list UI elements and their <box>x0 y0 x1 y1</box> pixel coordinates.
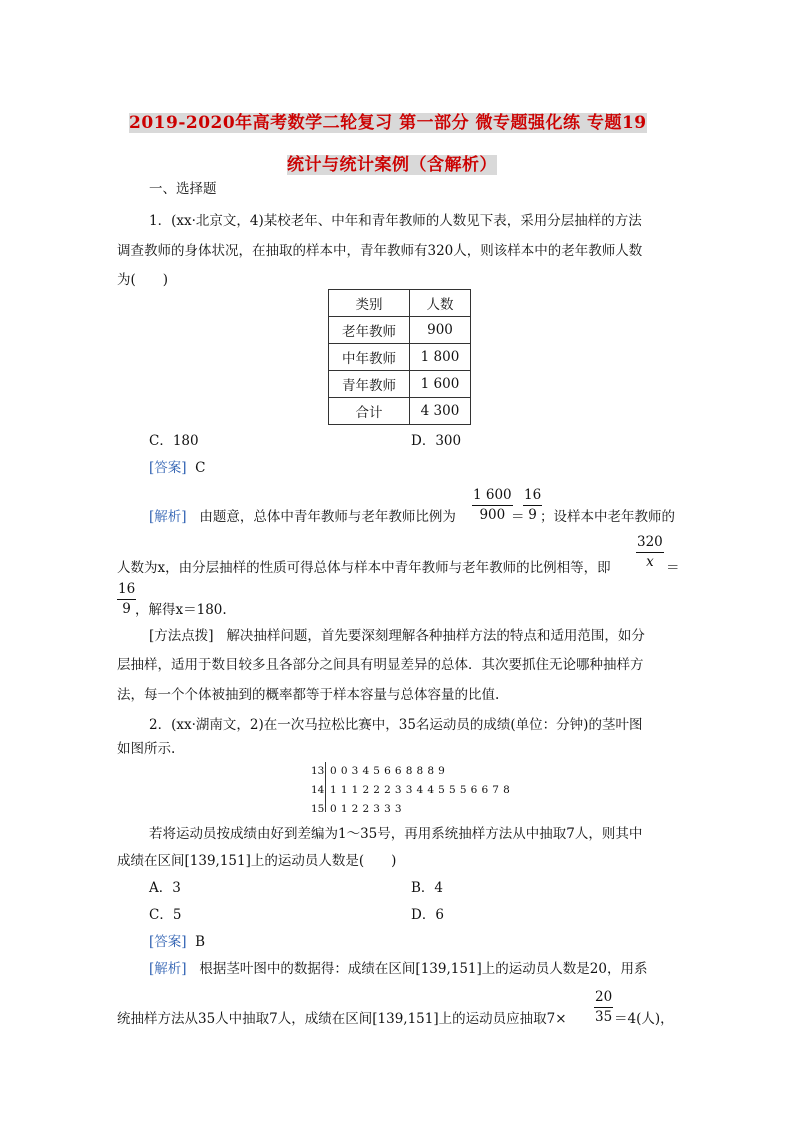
table-header-cell: 类别 <box>329 290 410 317</box>
doc-title-line1: 2019-2020年高考数学二轮复习 第一部分 微专题强化练 专题19 <box>129 113 647 133</box>
table-cell: 900 <box>410 317 471 344</box>
q2-option-c: C．5 <box>149 907 182 923</box>
fraction-numerator: 16 <box>524 487 542 503</box>
fraction-numerator: 1 600 <box>473 487 512 503</box>
q1-option-c: C．180 <box>149 433 199 449</box>
fraction-1600-900 <box>472 489 513 522</box>
q2-stem-line2: 如图所示. <box>117 741 176 757</box>
q2-analysis-line1 <box>149 963 647 977</box>
q1-option-d: D．300 <box>411 433 462 449</box>
q1-method-line2: 层抽样，适用于数目较多且各部分之间具有明显差异的总体．其次要抓住无论哪种抽样方 <box>117 657 644 673</box>
q1-analysis-end: ，解得x＝180. <box>135 602 227 618</box>
method-text: 解决抽样问题，首先要深刻理解各种抽样方法的特点和适用范围，如分 <box>226 628 645 644</box>
q2-option-d: D．6 <box>411 907 444 923</box>
table-row <box>329 398 471 425</box>
table-header-row <box>329 290 471 317</box>
q1-answer <box>149 462 205 476</box>
fraction-20-35 <box>594 991 613 1024</box>
table-cell: 1 600 <box>410 371 471 398</box>
stem-leaf-divider <box>325 762 326 812</box>
answer-value: C <box>195 460 206 476</box>
table-row <box>329 344 471 371</box>
fraction-numerator: 16 <box>118 581 136 597</box>
analysis-tag: [解析] <box>149 509 187 525</box>
table-cell: 老年教师 <box>329 317 410 344</box>
fraction-320-x <box>636 536 664 569</box>
fraction-numerator: 20 <box>595 989 613 1005</box>
table-row <box>329 317 471 344</box>
analysis-text: 根据茎叶图中的数据得：成绩在区间[139,151]上的运动员人数是20，用系 <box>199 961 648 977</box>
q2-stem-line1: 2．(xx·湖南文，2)在一次马拉松比赛中，35名运动员的成绩(单位：分钟)的茎叶图 <box>149 717 643 733</box>
leaves-13: 0 0 3 4 5 6 6 8 8 8 9 <box>330 765 446 777</box>
q2-analysis-line2: 统抽样方法从35人中抽取7人，成绩在区间[139,151]上的运动员应抽取7× <box>117 1011 567 1027</box>
equals-sign: ＝ <box>511 509 525 525</box>
table-cell: 4 300 <box>410 398 471 425</box>
teacher-count-table <box>328 289 471 425</box>
fraction-denominator: 9 <box>523 505 542 523</box>
section-heading: 一、选择题 <box>149 181 217 197</box>
analysis-text: 由题意，总体中青年教师与老年教师比例为 <box>199 509 456 525</box>
fraction-denominator: 9 <box>117 599 136 617</box>
table-cell: 合计 <box>329 398 410 425</box>
q2-option-a: A．3 <box>149 880 181 896</box>
table-header-cell: 人数 <box>410 290 471 317</box>
q1-stem-line2: 调查教师的身体状况，在抽取的样本中，青年教师有320人，则该样本中的老年教师人数 <box>117 243 643 259</box>
q1-stem-line3: 为( ) <box>117 272 169 288</box>
answer-tag: [答案] <box>149 460 187 476</box>
q2-analysis-line2-tail: ＝4(人)， <box>614 1011 674 1027</box>
leaves-15: 0 1 2 2 3 3 3 <box>330 803 402 815</box>
table-cell: 中年教师 <box>329 344 410 371</box>
answer-tag: [答案] <box>149 934 187 950</box>
fraction-numerator: 320 <box>637 534 663 550</box>
fraction-denominator: 35 <box>595 1008 613 1025</box>
fraction-16-9-b <box>117 583 136 616</box>
answer-value: B <box>195 934 206 950</box>
q2-option-b: B．4 <box>411 880 444 896</box>
fraction-denominator: x <box>636 552 664 570</box>
q1-analysis-line2: 人数为x，由分层抽样的性质可得总体与样本中青年教师与老年教师的比例相等，即 <box>117 560 611 576</box>
q1-method-line3: 法，每一个个体被抽到的概率都等于样本容量与总体容量的比值. <box>117 687 500 703</box>
q2-answer <box>149 936 205 950</box>
stem-13: 13 <box>311 765 325 777</box>
table-cell: 1 800 <box>410 344 471 371</box>
q1-method-line1 <box>149 630 645 644</box>
method-tag: [方法点拨] <box>149 628 214 644</box>
q1-stem-line1: 1．(xx·北京文，4)某校老年、中年和青年教师的人数见下表，采用分层抽样的方法 <box>149 213 642 229</box>
table-row <box>329 371 471 398</box>
table-cell: 青年教师 <box>329 371 410 398</box>
leaves-14: 1 1 1 2 2 2 3 3 4 4 5 5 5 6 6 7 8 <box>330 784 511 796</box>
q1-analysis-line1 <box>149 511 456 525</box>
fraction-denominator: 900 <box>472 505 513 523</box>
analysis-tag: [解析] <box>149 961 187 977</box>
q1-analysis-line1-tail: ；设样本中老年教师的 <box>540 509 675 525</box>
stem-15: 15 <box>311 803 325 815</box>
q2-stem-line4: 成绩在区间[139,151]上的运动员人数是( ) <box>117 853 397 869</box>
equals-sign: ＝ <box>666 560 680 576</box>
q2-stem-line3: 若将运动员按成绩由好到差编为1～35号，再用系统抽样方法从中抽取7人，则其中 <box>149 826 643 842</box>
stem-14: 14 <box>311 784 325 796</box>
doc-title-line2: 统计与统计案例（含解析） <box>287 155 497 175</box>
